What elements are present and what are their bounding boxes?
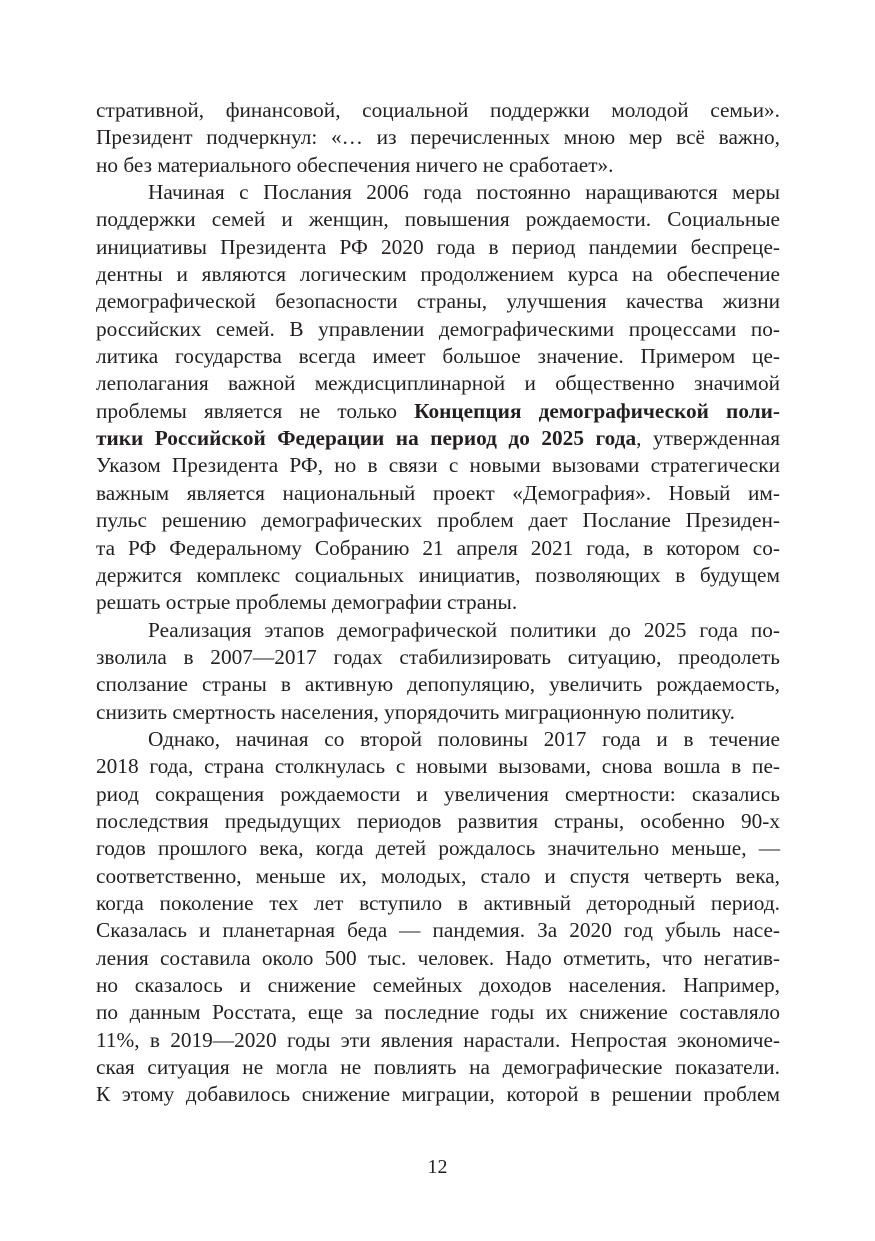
- text-line: держится комплекс социальных инициатив, позволяющих в будущем: [96, 562, 780, 587]
- text-line: стративной, финансовой, социальной поддержки молодой семьи».: [96, 98, 780, 122]
- text-line: но без материального обеспечения ничего не сработает».: [96, 152, 614, 177]
- text-line: пульс решению демографических проблем дает Послание Президен-: [96, 508, 780, 533]
- text-line: снизить смертность населения, упорядочить миграционную политику.: [96, 699, 735, 724]
- text-line: [96, 398, 780, 425]
- concept-title-bold: Концепция демографической поли-: [414, 398, 781, 423]
- text-line: когда поколение тех лет вступило в активный детородный период.: [96, 890, 780, 915]
- text-line: поддержки семей и женщин, повышения рождаемости. Социальные: [96, 207, 780, 232]
- text-line: К этому добавилось снижение миграции, которой в решении проблем: [96, 1082, 780, 1107]
- text-line: Сказалась и планетарная беда — пандемия. За 2020 год убыль насе-: [96, 918, 780, 943]
- text-fragment: , утвержденная: [636, 426, 780, 451]
- text-line: ская ситуация не могла не повлиять на демографические показатели.: [96, 1055, 780, 1080]
- paragraph-start-line: Однако, начиная со второй половины 2017 года и в течение: [148, 726, 780, 751]
- paragraph-start-line: Начиная с Послания 2006 года постоянно наращиваются меры: [148, 180, 780, 205]
- text-line: риод сокращения рождаемости и увеличения смертности: сказались: [96, 781, 780, 806]
- text-line: Указом Президента РФ, но в связи с новыми вызовами стратегически: [96, 453, 780, 478]
- text-line: та РФ Федеральному Собранию 21 апреля 2021 года, в котором со-: [96, 535, 780, 560]
- text-line: демографической безопасности страны, улучшения качества жизни: [96, 289, 780, 314]
- text-line: инициативы Президента РФ 2020 года в период пандемии беспреце-: [96, 234, 780, 259]
- text-line: важным является национальный проект «Демография». Новый им-: [96, 480, 780, 505]
- document-body: [96, 97, 780, 1109]
- text-line: соответственно, меньше их, молодых, стало и спустя четверть века,: [96, 863, 780, 888]
- text-line: годов прошлого века, когда детей рождалось значительно меньше, —: [96, 836, 780, 861]
- text-line: последствия предыдущих периодов развития страны, особенно 90-х: [96, 808, 780, 833]
- text-line: 11%, в 2019—2020 годы эти явления нарастали. Непростая экономиче-: [96, 1027, 780, 1052]
- text-line: зволила в 2007—2017 годах стабилизировать ситуацию, преодолеть: [96, 644, 780, 669]
- paragraph-start-line: Реализация этапов демографической политики до 2025 года по-: [148, 617, 780, 642]
- text-line: [96, 425, 780, 452]
- text-fragment: проблемы является не только: [96, 398, 397, 423]
- text-line: дентны и являются логическим продолжением курса на обеспечение: [96, 262, 780, 287]
- text-line: российских семей. В управлении демографическими процессами по-: [96, 316, 780, 341]
- text-line: Президент подчеркнул: «… из перечисленных мною мер всё важно,: [96, 125, 780, 150]
- text-line: леполагания важной междисциплинарной и общественно значимой: [96, 371, 780, 396]
- text-line: но сказалось и снижение семейных доходов населения. Например,: [96, 973, 780, 997]
- text-line: решать острые проблемы демографии страны.: [96, 590, 518, 615]
- text-line: по данным Росстата, еще за последние годы их снижение составляло: [96, 1000, 780, 1025]
- text-line: сползание страны в активную депопуляцию, увеличить рождаемость,: [96, 672, 780, 697]
- concept-title-bold: тики Российской Федерации на период до 2025 года: [96, 426, 637, 451]
- page-number: 12: [427, 1156, 448, 1178]
- text-line: 2018 года, страна столкнулась с новыми вызовами, снова вошла в пе-: [96, 754, 780, 779]
- text-line: ления составила около 500 тыс. человек. Надо отметить, что негатив-: [96, 945, 780, 970]
- text-line: литика государства всегда имеет большое значение. Примером це-: [96, 344, 780, 369]
